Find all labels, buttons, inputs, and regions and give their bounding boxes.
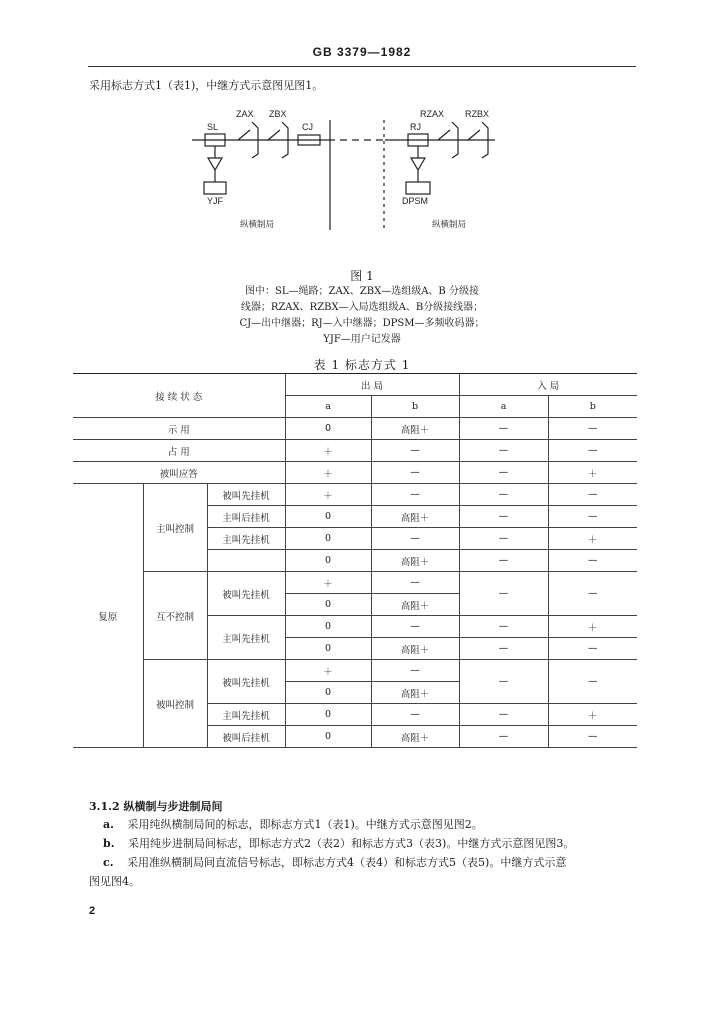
- label-yjf: YJF: [207, 196, 224, 206]
- cell: —: [371, 572, 459, 594]
- cell: ＋: [285, 462, 371, 484]
- sub-label: 被叫后挂机: [207, 726, 285, 748]
- figure-title: 图 1: [350, 269, 374, 283]
- cell: 0: [285, 528, 371, 550]
- dpsm-box: [406, 182, 430, 194]
- header-out-a: a: [285, 396, 371, 418]
- label-rzbx: RZBX: [465, 109, 490, 119]
- item-mark: a.: [103, 818, 114, 831]
- cell: —: [548, 550, 637, 572]
- cell: ＋: [548, 704, 637, 726]
- header-in-a: a: [459, 396, 548, 418]
- cell: —: [548, 660, 637, 704]
- cell: 高阻＋: [371, 550, 459, 572]
- sub-label-empty: [207, 550, 285, 572]
- cell: 0: [285, 638, 371, 660]
- cell: —: [459, 616, 548, 638]
- header-rule: [88, 66, 636, 67]
- cell: 0: [285, 418, 371, 440]
- cell: —: [459, 638, 548, 660]
- cell: ＋: [285, 440, 371, 462]
- cell: —: [548, 484, 637, 506]
- label-sl: SL: [207, 122, 219, 132]
- cell: —: [459, 704, 548, 726]
- cell: —: [548, 638, 637, 660]
- header-out-b: b: [371, 396, 459, 418]
- list-item: [103, 855, 566, 871]
- table-title: 表 1 标志方式 1: [313, 358, 411, 372]
- rzax-switch: [438, 130, 450, 140]
- table-row: [73, 440, 637, 462]
- rzbx-switch: [468, 130, 480, 140]
- cell: —: [548, 506, 637, 528]
- sub-label: 主叫先挂机: [207, 528, 285, 550]
- table-1: [73, 373, 637, 748]
- cell: —: [371, 616, 459, 638]
- label-rj: RJ: [410, 122, 421, 132]
- cell: 0: [285, 704, 371, 726]
- label-office-right: 纵横制局: [432, 219, 467, 229]
- cell: —: [371, 528, 459, 550]
- table-row: [73, 462, 637, 484]
- cell: —: [459, 550, 548, 572]
- intro-paragraph: 采用标志方式1（表1)，中继方式示意图见图1。: [89, 79, 324, 92]
- group-label: 主叫控制: [143, 484, 207, 572]
- cell: —: [459, 484, 548, 506]
- section-title: 3.1.2 纵横制与步进制局间: [89, 800, 223, 813]
- cell: —: [459, 506, 548, 528]
- group-label: 被叫控制: [143, 660, 207, 748]
- cell: —: [371, 462, 459, 484]
- cell: —: [459, 462, 548, 484]
- cell: 高阻＋: [371, 506, 459, 528]
- sub-label: 主叫先挂机: [207, 704, 285, 726]
- item-text: 采用纯纵横制局间的标志，即标志方式1（表1)。中继方式示意图见图2。: [127, 818, 483, 831]
- row-label: 占 用: [73, 440, 285, 462]
- figure-1-diagram: [180, 100, 520, 235]
- item-text: 采用准纵横制局间直流信号标志，即标志方式4（表4）和标志方式5（表5)。中继方式示意: [127, 856, 567, 869]
- row-label: 被叫应答: [73, 462, 285, 484]
- cell: —: [371, 440, 459, 462]
- header-code: GB 3379—1982: [312, 45, 412, 59]
- cell: —: [459, 440, 548, 462]
- cell: 0: [285, 594, 371, 616]
- cell: —: [548, 572, 637, 616]
- cell: —: [459, 660, 548, 704]
- cell: —: [548, 440, 637, 462]
- cell: 0: [285, 616, 371, 638]
- label-dpsm: DPSM: [402, 196, 429, 206]
- list-item-continuation: 图见图4。: [89, 875, 140, 888]
- cell: ＋: [548, 616, 637, 638]
- cell: —: [548, 726, 637, 748]
- figure-caption-line: 线器；RZAX、RZBX—入局选组级A、B分级接线器；: [240, 302, 484, 313]
- header-state: 接 续 状 态: [73, 374, 285, 418]
- label-cj: CJ: [302, 122, 313, 132]
- cell: —: [371, 660, 459, 682]
- row-label: 示 用: [73, 418, 285, 440]
- table-row: [73, 418, 637, 440]
- table-row: [73, 484, 637, 506]
- label-zbx: ZBX: [269, 109, 287, 119]
- label-zax: ZAX: [236, 109, 254, 119]
- cell: 高阻＋: [371, 418, 459, 440]
- figure-caption-line: 图中：SL—绳路；ZAX、ZBX—选组级A、B 分级接: [245, 286, 479, 297]
- cell: 0: [285, 550, 371, 572]
- cell: 0: [285, 682, 371, 704]
- cell: ＋: [548, 528, 637, 550]
- cell: —: [371, 484, 459, 506]
- figure-caption-line: YJF—用户记发器: [323, 334, 401, 345]
- cell: 高阻＋: [371, 726, 459, 748]
- zax-switch: [238, 130, 250, 140]
- yjf-box: [204, 182, 226, 194]
- item-mark: c.: [103, 856, 114, 869]
- rj-arrow: [411, 158, 425, 170]
- item-text: 采用纯步进制局间标志，即标志方式2（表2）和标志方式3（表3)。中继方式示意图见图3。: [128, 837, 575, 850]
- cell: —: [371, 704, 459, 726]
- header-in-b: b: [548, 396, 637, 418]
- cell: 0: [285, 726, 371, 748]
- header-out: 出 局: [285, 374, 459, 396]
- cell: —: [459, 418, 548, 440]
- group-label: 互不控制: [143, 572, 207, 660]
- label-office-left: 纵横制局: [240, 219, 275, 229]
- cell: —: [459, 726, 548, 748]
- page-number: 2: [89, 905, 96, 917]
- header-in: 入 局: [459, 374, 637, 396]
- cell: 0: [285, 506, 371, 528]
- cell: —: [459, 528, 548, 550]
- cell: —: [548, 418, 637, 440]
- table-row: [73, 572, 637, 594]
- zbx-switch: [268, 130, 280, 140]
- sub-label: 被叫先挂机: [207, 660, 285, 704]
- cell: —: [459, 572, 548, 616]
- cell: ＋: [285, 660, 371, 682]
- cell: ＋: [548, 462, 637, 484]
- sub-label: 主叫先挂机: [207, 616, 285, 660]
- cell: ＋: [285, 572, 371, 594]
- figure-caption-line: CJ—出中继器；RJ—入中继器；DPSM—多频收码器；: [239, 318, 485, 329]
- cell: 高阻＋: [371, 638, 459, 660]
- sub-label: 主叫后挂机: [207, 506, 285, 528]
- label-rzax: RZAX: [420, 109, 445, 119]
- cell: 高阻＋: [371, 682, 459, 704]
- sl-arrow: [208, 158, 222, 170]
- sub-label: 被叫先挂机: [207, 572, 285, 616]
- list-item: [103, 836, 574, 852]
- fuyuan-label: 复原: [73, 484, 143, 748]
- sub-label: 被叫先挂机: [207, 484, 285, 506]
- table-row: [73, 660, 637, 682]
- item-mark: b.: [103, 837, 115, 850]
- cell: ＋: [285, 484, 371, 506]
- list-item: [103, 817, 483, 833]
- cell: 高阻＋: [371, 594, 459, 616]
